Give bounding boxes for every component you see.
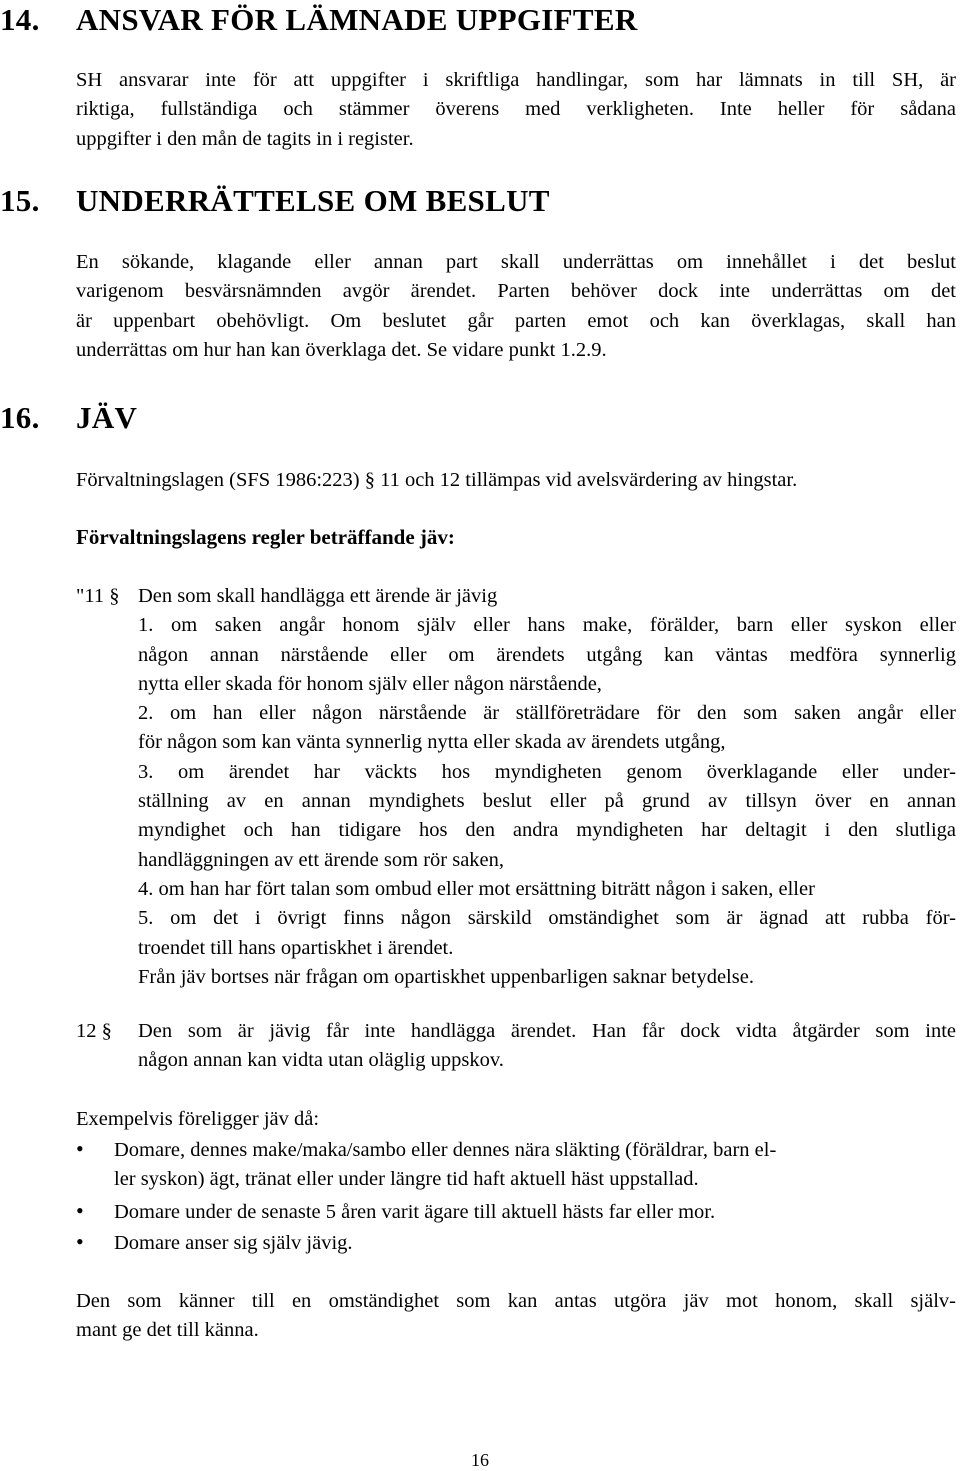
section-14-number: 14. bbox=[0, 2, 40, 37]
closing-line: mant ge det till känna. bbox=[76, 1319, 259, 1342]
bullet-line: Domare under de senaste 5 åren varit ägare till aktuell hästs far eller mor. bbox=[114, 1201, 716, 1223]
law-line: ställning av en annan myndighets beslut eller på grund av tillsyn över en annan bbox=[138, 790, 956, 813]
law-line: nytta eller skada för honom själv eller någon närstående, bbox=[138, 672, 602, 695]
examples-intro-line: Exempelvis föreligger jäv då: bbox=[76, 1108, 320, 1130]
body-line: SH ansvarar inte för att uppgifter i skriftliga handlingar, som har lämnats in till SH, är bbox=[76, 69, 956, 91]
bullet-icon: • bbox=[76, 1229, 84, 1254]
law-11-number: "11 § bbox=[76, 585, 120, 607]
body-line: riktiga, fullständiga och stämmer överens med verkligheten. Inte heller för sådana bbox=[76, 98, 956, 121]
law-12-number: 12 § bbox=[76, 1020, 112, 1042]
law-line: Den som är jävig får inte handlägga ärendet. Han får dock vidta åtgärder som inte bbox=[138, 1020, 956, 1042]
section-15-title: UNDERRÄTTELSE OM BESLUT bbox=[76, 183, 550, 218]
law-11-text bbox=[138, 582, 956, 992]
section-14-body bbox=[76, 66, 956, 154]
law-line: för någon som kan vänta synnerlig nytta eller skada av ärendets utgång, bbox=[138, 731, 726, 754]
bullet-line: Domare, dennes make/maka/sambo eller dennes nära släkting (föräldrar, barn el- bbox=[114, 1139, 777, 1161]
law-line: 2. om han eller någon närstående är ställföreträdare för den som saken angår eller bbox=[138, 702, 956, 725]
law-12-text bbox=[138, 1017, 956, 1076]
section-15-body bbox=[76, 248, 956, 365]
section-16-title: JÄV bbox=[76, 400, 138, 435]
bullet-item-3 bbox=[114, 1229, 914, 1258]
bullet-line: ler syskon) ägt, tränat eller under längre tid haft aktuell häst uppstallad. bbox=[114, 1168, 699, 1191]
body-line: varigenom besvärsnämnden avgör ärendet. Parten behöver dock inte underrättas om det bbox=[76, 280, 956, 303]
closing-line: Den som känner till en omständighet som kan antas utgöra jäv mot honom, skall själv- bbox=[76, 1290, 956, 1312]
law-line: Från jäv bortses när frågan om opartiskhet uppenbarligen saknar betydelse. bbox=[138, 965, 754, 988]
bullet-icon: • bbox=[76, 1136, 84, 1161]
body-line: uppgifter i den mån de tagits in i register. bbox=[76, 127, 414, 150]
section-16-number: 16. bbox=[0, 400, 40, 435]
body-line: underrättas om hur han kan överklaga det. Se vidare punkt 1.2.9. bbox=[76, 338, 607, 361]
law-line: troendet till hans opartiskhet i ärendet. bbox=[138, 936, 454, 959]
law-line: 3. om ärendet har väckts hos myndigheten genom överklagande eller under- bbox=[138, 760, 956, 783]
page-number: 16 bbox=[471, 1450, 489, 1470]
law-line: 5. om det i övrigt finns någon särskild omständighet som är ägnad att rubba för- bbox=[138, 907, 956, 930]
body-line: En sökande, klagande eller annan part skall underrättas om innehållet i det beslut bbox=[76, 251, 956, 273]
body-line: är uppenbart obehövligt. Om beslutet går parten emot och kan överklagas, skall han bbox=[76, 309, 956, 332]
law-line: Den som skall handlägga ett ärende är jävig bbox=[138, 585, 498, 607]
bullet-item-1 bbox=[114, 1136, 914, 1195]
examples-intro bbox=[76, 1105, 956, 1134]
rules-subheading: Förvaltningslagens regler beträffande jäv: bbox=[76, 525, 455, 549]
bullet-line: Domare anser sig själv jävig. bbox=[114, 1232, 353, 1254]
section-16-intro bbox=[76, 466, 956, 495]
closing-paragraph bbox=[76, 1287, 956, 1346]
law-line: myndighet och han tidigare hos den andra myndigheten har deltagit i den slutliga bbox=[138, 819, 956, 842]
law-line: 4. om han har fört talan som ombud eller mot ersättning biträtt någon i saken, eller bbox=[138, 877, 815, 900]
law-line: någon annan kan vidta utan oläglig uppskov. bbox=[138, 1049, 504, 1072]
section-15-number: 15. bbox=[0, 183, 40, 218]
bullet-icon: • bbox=[76, 1198, 84, 1223]
law-line: 1. om saken angår honom själv eller hans make, förälder, barn eller syskon eller bbox=[138, 614, 956, 637]
intro-line: Förvaltningslagen (SFS 1986:223) § 11 och 12 tillämpas vid avelsvärdering av hingstar. bbox=[76, 469, 798, 491]
section-14-title: ANSVAR FÖR LÄMNADE UPPGIFTER bbox=[76, 2, 638, 37]
law-line: handläggningen av ett ärende som rör saken, bbox=[138, 848, 505, 871]
bullet-item-2 bbox=[114, 1198, 914, 1227]
law-line: någon annan närstående eller om ärendets utgång kan väntas medföra synnerlig bbox=[138, 643, 956, 666]
